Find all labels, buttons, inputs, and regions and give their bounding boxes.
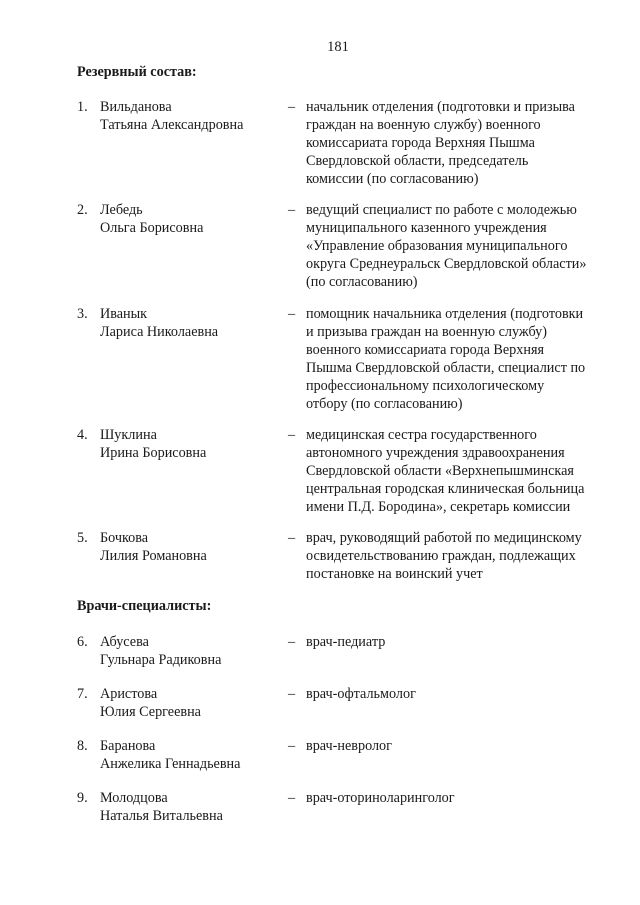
desc-line: и призыва граждан на военную службу) xyxy=(306,324,547,340)
person-name xyxy=(100,201,280,237)
desc-line: муниципального казенного учреждения xyxy=(306,220,547,236)
person-name xyxy=(100,685,280,721)
position-description xyxy=(306,201,626,291)
page-number: 181 xyxy=(327,39,349,55)
surname: Бочкова xyxy=(100,530,149,546)
desc-line: освидетельствованию граждан, подлежащих xyxy=(306,548,576,564)
desc-line: комиссии (по согласованию) xyxy=(306,171,479,187)
desc-line: медицинская сестра государственного xyxy=(306,427,537,443)
item-number: 1. xyxy=(77,99,88,115)
dash-separator: – xyxy=(288,738,296,754)
dash-separator: – xyxy=(288,99,296,115)
surname: Шуклина xyxy=(100,427,157,443)
person-name xyxy=(100,529,280,565)
desc-line: постановке на воинский учет xyxy=(306,566,483,582)
given-name: Лилия Романовна xyxy=(100,548,207,564)
given-name: Ирина Борисовна xyxy=(100,445,207,461)
person-name xyxy=(100,305,280,341)
desc-line: врач, руководящий работой по медицинскому xyxy=(306,530,582,546)
desc-line: «Управление образования муниципального xyxy=(306,238,568,254)
section-title-reserve: Резервный состав: xyxy=(77,64,197,80)
given-name: Лариса Николаевна xyxy=(100,324,219,340)
desc-line: комиссариата города Верхняя Пышма xyxy=(306,135,535,151)
dash-separator: – xyxy=(288,530,296,546)
given-name: Наталья Витальевна xyxy=(100,808,223,824)
desc-line: имени П.Д. Бородина», секретарь комиссии xyxy=(306,499,571,515)
person-name xyxy=(100,789,280,825)
dash-separator: – xyxy=(288,202,296,218)
person-name xyxy=(100,633,280,669)
position-description xyxy=(306,737,626,755)
desc-line: врач-невролог xyxy=(306,738,392,754)
item-number: 9. xyxy=(77,790,88,806)
surname: Молодцова xyxy=(100,790,168,806)
desc-line: врач-педиатр xyxy=(306,634,386,650)
surname: Баранова xyxy=(100,738,156,754)
item-number: 3. xyxy=(77,306,88,322)
surname: Иванык xyxy=(100,306,148,322)
desc-line: военного комиссариата города Верхняя xyxy=(306,342,545,358)
position-description xyxy=(306,633,626,651)
item-number: 2. xyxy=(77,202,88,218)
position-description xyxy=(306,305,626,413)
desc-line: граждан на военную службу) военного xyxy=(306,117,541,133)
desc-line: (по согласованию) xyxy=(306,274,418,290)
dash-separator: – xyxy=(288,634,296,650)
desc-line: начальник отделения (подготовки и призыва xyxy=(306,99,575,115)
position-description xyxy=(306,529,626,583)
desc-line: центральная городская клиническая больница xyxy=(306,481,585,497)
given-name: Татьяна Александровна xyxy=(100,117,244,133)
desc-line: автономного учреждения здравоохранения xyxy=(306,445,565,461)
person-name xyxy=(100,426,280,462)
desc-line: врач-оториноларинголог xyxy=(306,790,455,806)
desc-line: профессиональному психологическому xyxy=(306,378,545,394)
item-number: 4. xyxy=(77,427,88,443)
surname: Абусева xyxy=(100,634,149,650)
desc-line: Свердловской области «Верхнепышминская xyxy=(306,463,574,479)
given-name: Анжелика Геннадьевна xyxy=(100,756,241,772)
item-number: 7. xyxy=(77,686,88,702)
desc-line: Пышма Свердловской области, специалист по xyxy=(306,360,586,376)
item-number: 8. xyxy=(77,738,88,754)
desc-line: помощник начальника отделения (подготовки xyxy=(306,306,584,322)
desc-line: ведущий специалист по работе с молодежью xyxy=(306,202,577,218)
position-description xyxy=(306,685,626,703)
dash-separator: – xyxy=(288,686,296,702)
item-number: 6. xyxy=(77,634,88,650)
dash-separator: – xyxy=(288,306,296,322)
surname: Вильданова xyxy=(100,99,172,115)
desc-line: Свердловской области, председатель xyxy=(306,153,529,169)
item-number: 5. xyxy=(77,530,88,546)
surname: Аристова xyxy=(100,686,158,702)
desc-line: отбору (по согласованию) xyxy=(306,396,463,412)
position-description xyxy=(306,426,626,516)
person-name xyxy=(100,737,280,773)
surname: Лебедь xyxy=(100,202,143,218)
dash-separator: – xyxy=(288,790,296,806)
person-name xyxy=(100,98,280,134)
given-name: Гульнара Радиковна xyxy=(100,652,222,668)
section-title-doctors: Врачи-специалисты: xyxy=(77,598,212,614)
desc-line: врач-офтальмолог xyxy=(306,686,416,702)
dash-separator: – xyxy=(288,427,296,443)
desc-line: округа Среднеуральск Свердловской области» xyxy=(306,256,587,272)
given-name: Юлия Сергеевна xyxy=(100,704,201,720)
given-name: Ольга Борисовна xyxy=(100,220,204,236)
position-description xyxy=(306,98,626,188)
position-description xyxy=(306,789,626,807)
